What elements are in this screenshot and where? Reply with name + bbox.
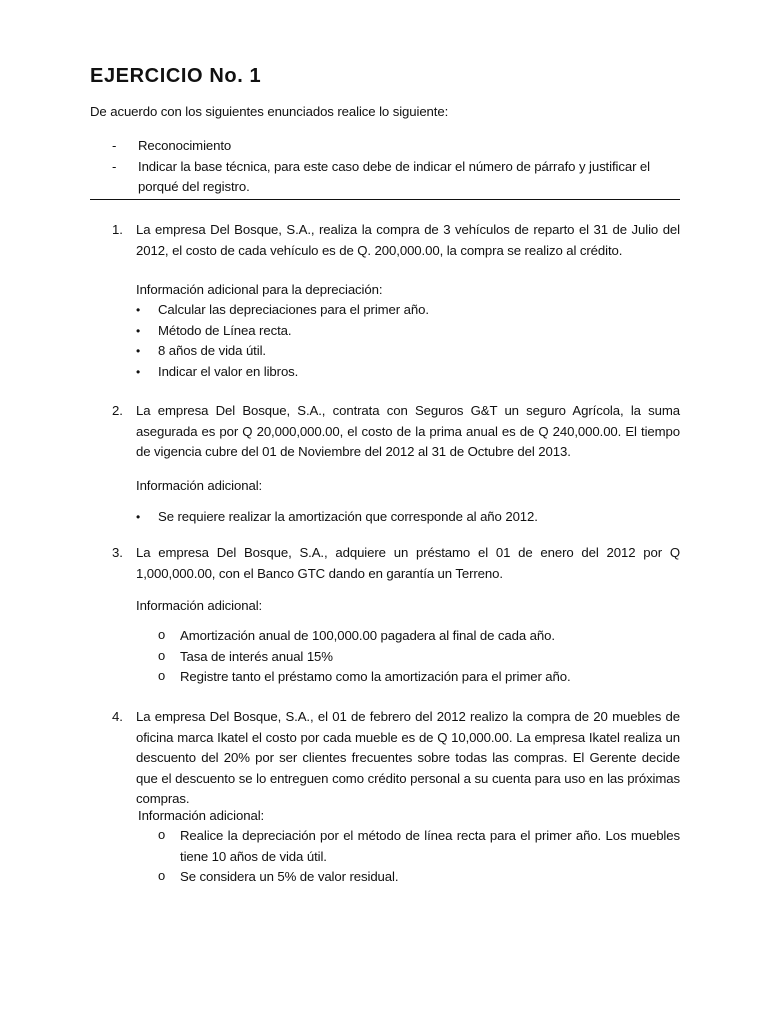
list-item-text: Se considera un 5% de valor residual.: [180, 869, 399, 884]
exercise-number: 1.: [112, 222, 123, 237]
list-item: [136, 321, 680, 342]
list-item-text: Indicar el valor en libros.: [158, 363, 299, 379]
circle-marker: o: [158, 627, 166, 642]
dash-marker: -: [112, 158, 117, 174]
instruction-item: [112, 157, 680, 198]
list-item: [158, 626, 680, 647]
exercise-1-points: [136, 300, 680, 382]
list-item-text: Tasa de interés anual 15%: [180, 648, 333, 664]
exercise-4-info-label: Información adicional:: [138, 808, 265, 823]
exercise-2-info-label: Información adicional:: [136, 478, 263, 493]
dash-marker: -: [112, 138, 117, 153]
list-item-text: Realice la depreciación por el método de línea recta para el primer año. Los muebles tiene 10 años de vida útil.: [180, 828, 680, 864]
exercise-1: [112, 220, 680, 261]
page-title: EJERCICIO No. 1: [90, 65, 262, 87]
list-item-text: Se requiere realizar la amortización que corresponde al año 2012.: [158, 509, 538, 524]
list-item-text: Registre tanto el préstamo como la amortización para el primer año.: [180, 669, 571, 684]
bullet-marker: •: [136, 323, 141, 338]
list-item-text: 8 años de vida útil.: [158, 343, 266, 358]
list-item: [158, 867, 680, 888]
exercise-text: La empresa Del Bosque, S.A., contrata con Seguros G&T un seguro Agrícola, la suma asegurada es por Q 20,000,000.00, el costo de la prima anual es de Q 240,000.00. El tiempo de vigencia cubre del 01 de Noviembre del 2012 al 31 de Octubre del 2013.: [136, 403, 680, 459]
list-item-text: Amortización anual de 100,000.00 pagadera al final de cada año.: [180, 628, 555, 643]
exercise-3: [112, 543, 680, 584]
exercise-text: La empresa Del Bosque, S.A., adquiere un préstamo el 01 de enero del 2012 por Q 1,000,000.00, con el Banco GTC dando en garantía un Terreno.: [136, 545, 680, 581]
bullet-marker: •: [136, 344, 141, 358]
circle-marker: o: [158, 868, 166, 883]
bullet-marker: •: [136, 303, 141, 317]
list-item: [136, 300, 680, 321]
exercise-4: [112, 707, 680, 810]
list-item: [158, 647, 680, 668]
intro-text: De acuerdo con los siguientes enunciados realice lo siguiente:: [90, 104, 449, 119]
list-item: [158, 667, 680, 688]
instruction-item: [112, 136, 680, 157]
exercise-3-info-label: Información adicional:: [136, 598, 263, 613]
exercise-4-points: [158, 826, 680, 888]
list-item: [136, 362, 680, 383]
exercise-2-points: [136, 507, 680, 528]
list-item-text: Calcular las depreciaciones para el primer año.: [158, 302, 429, 317]
list-item: [136, 507, 680, 528]
instruction-text: Indicar la base técnica, para este caso debe de indicar el número de párrafo y justificar el porqué del registro.: [138, 158, 650, 194]
exercise-number: 4.: [112, 709, 123, 724]
instruction-list: [112, 136, 680, 198]
bullet-marker: •: [136, 364, 141, 379]
instruction-text: Reconocimiento: [138, 138, 232, 153]
exercise-number: 2.: [112, 403, 123, 418]
exercise-number: 3.: [112, 545, 123, 560]
exercise-text: La empresa Del Bosque, S.A., el 01 de febrero del 2012 realizo la compra de 20 muebles de oficina marca Ikatel el costo por cada mueble es de Q 10,000.00. La empresa Ikatel realiza un descuento del 20% por ser clientes frecuentes sobre todas las compras. El Gerente decide que el descuento se lo entreguen como crédito personal a su cuenta para uso en las próximas compras.: [136, 709, 680, 806]
exercise-3-points: [158, 626, 680, 688]
list-item-text: Método de Línea recta.: [158, 322, 292, 338]
section-divider: [90, 199, 680, 200]
circle-marker: o: [158, 827, 166, 842]
list-item: [158, 826, 680, 867]
circle-marker: o: [158, 647, 166, 663]
circle-marker: o: [158, 668, 166, 683]
bullet-marker: •: [136, 510, 141, 524]
exercise-1-info-label: Información adicional para la depreciación:: [136, 282, 383, 297]
exercise-2: [112, 401, 680, 463]
exercise-text: La empresa Del Bosque, S.A., realiza la compra de 3 vehículos de reparto el 31 de Julio del 2012, el costo de cada vehículo es de Q. 200,000.00, la compra se realizo al crédito.: [136, 222, 680, 258]
list-item: [136, 341, 680, 362]
